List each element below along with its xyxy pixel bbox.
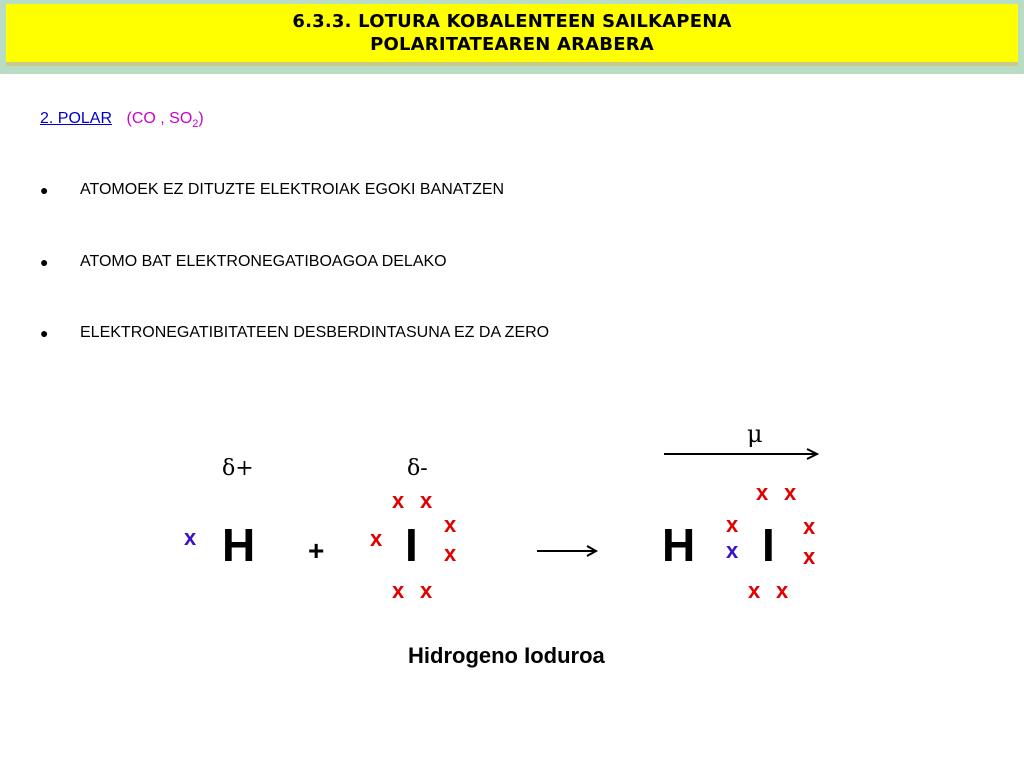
header-band bbox=[0, 0, 1024, 74]
electron-h: x bbox=[184, 525, 197, 550]
electron-i: x bbox=[748, 578, 761, 603]
polar-label: 2. POLAR bbox=[40, 110, 113, 127]
bullet-item bbox=[40, 253, 447, 271]
electron-shared: x bbox=[726, 538, 739, 563]
bullet-dot-icon: ● bbox=[40, 182, 49, 198]
bullet-text: ATOMO BAT ELEKTRONEGATIBOAGOA DELAKO bbox=[80, 253, 447, 270]
electron-shared: x bbox=[726, 512, 739, 537]
title-banner bbox=[6, 4, 1018, 62]
dipole-arrow-icon bbox=[660, 444, 822, 464]
hydrogen-symbol: H bbox=[222, 519, 256, 571]
section-heading bbox=[40, 110, 204, 130]
title-line-1: 6.3.3. LOTURA KOBALENTEEN SAILKAPENA bbox=[292, 11, 732, 32]
plus-sign: + bbox=[308, 535, 325, 566]
bullet-text: ELEKTRONEGATIBITATEEN DESBERDINTASUNA EZ DA ZERO bbox=[80, 324, 550, 341]
electron-i: x bbox=[444, 512, 457, 537]
bullet-dot-icon: ● bbox=[40, 254, 49, 270]
iodine-symbol: I bbox=[405, 519, 418, 571]
electron-i: x bbox=[420, 578, 433, 603]
bullet-item bbox=[40, 324, 549, 342]
title-line-2: POLARITATEAREN ARABERA bbox=[370, 34, 654, 55]
bullet-dot-icon: ● bbox=[40, 325, 49, 341]
electron-i: x bbox=[392, 578, 405, 603]
electron-i: x bbox=[776, 578, 789, 603]
electron-i: x bbox=[392, 488, 405, 513]
examples-suffix: ) bbox=[198, 110, 204, 127]
electron-i: x bbox=[370, 526, 383, 551]
electron-i: x bbox=[420, 488, 433, 513]
dipole-moment-label: μ bbox=[747, 420, 763, 448]
electron-i: x bbox=[784, 480, 797, 505]
delta-plus-label: δ+ bbox=[222, 456, 254, 481]
bullet-text: ATOMOEK EZ DITUZTE ELEKTROIAK EGOKI BANATZEN bbox=[80, 181, 505, 198]
hydrogen-symbol-product: H bbox=[662, 519, 696, 571]
bullet-item bbox=[40, 181, 504, 199]
examples-subscript: 2 bbox=[192, 118, 199, 131]
molecule-caption: Hidrogeno Ioduroa bbox=[408, 643, 605, 668]
examples-prefix: (CO , SO bbox=[126, 110, 193, 127]
electron-i: x bbox=[803, 544, 816, 569]
iodine-symbol-product: I bbox=[762, 519, 775, 571]
electron-i: x bbox=[756, 480, 769, 505]
delta-minus-label: δ- bbox=[407, 456, 428, 481]
electron-i: x bbox=[444, 541, 457, 566]
electron-i: x bbox=[803, 514, 816, 539]
reaction-arrow-icon bbox=[535, 540, 601, 562]
